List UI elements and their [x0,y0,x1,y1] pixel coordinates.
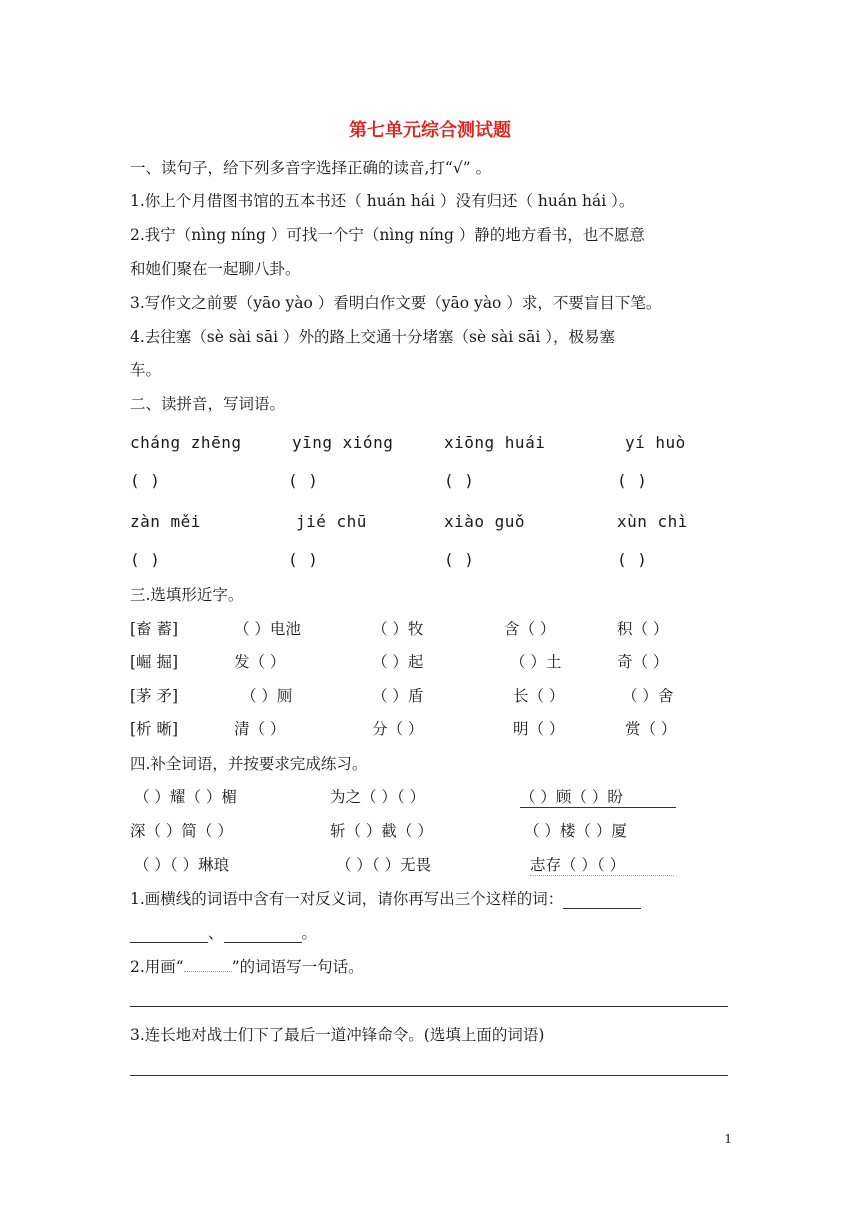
fill-item[interactable]: 赏（ ） [625,720,677,738]
question-1-3: 3.写作文之前要（yāo yào ）看明白作文要（yāo yào ）求，不要盲目下笔。 [130,294,662,312]
fill-item[interactable]: 奇（ ） [617,653,669,671]
idiom-fill[interactable]: 斩（ ）截（ ） [330,822,433,840]
pinyin-item: yí huò [625,433,686,452]
fill-item[interactable]: （ ）厕 [241,687,293,705]
answer-blank[interactable] [224,924,302,943]
answer-line[interactable] [130,1075,728,1076]
fill-item[interactable]: （ ）盾 [372,687,424,705]
fill-item[interactable]: 长（ ） [513,687,565,705]
char-pair: [崛 掘] [130,653,179,671]
fill-item[interactable]: 含（ ） [504,620,556,638]
answer-blank[interactable] [130,924,208,943]
pinyin-item: jié chū [296,512,367,531]
period: 。 [301,924,318,942]
idiom-fill[interactable]: 为之（ ）（ ） [330,788,426,806]
pinyin-item: xiōng huái [444,433,546,452]
pinyin-item: yīng xióng [292,433,394,452]
section-3-heading: 三.选填形近字。 [130,586,244,604]
fill-item[interactable]: （ ）土 [510,653,562,671]
fill-item[interactable]: 清（ ） [234,720,286,738]
answer-blank[interactable] [563,890,641,909]
fill-item[interactable]: 分（ ） [372,720,424,738]
question-4-1b [130,923,317,943]
question-1-2a: 2.我宁（nìng níng ）可找一个宁（nìng níng ）静的地方看书，也不愿意 [130,226,645,244]
question-4-2 [130,957,364,977]
fill-item[interactable]: 积（ ） [617,620,669,638]
answer-blank[interactable]: ( ) [288,471,319,490]
answer-blank[interactable]: ( ) [617,550,648,569]
fill-item[interactable]: （ ）起 [372,653,424,671]
idiom-fill[interactable]: （ ）（ ）无畏 [336,856,432,874]
idiom-fill[interactable]: （ ）（ ）琳琅 [134,856,230,874]
question-4-2-pre: 2.用画“ [130,958,184,976]
fill-item[interactable]: 明（ ） [513,720,565,738]
answer-blank[interactable]: ( ) [444,471,475,490]
fill-item[interactable]: （ ）舍 [622,687,674,705]
question-1-1: 1.你上个月借图书馆的五本书还（ huán hái ）没有归还（ huán hái ）。 [130,192,635,210]
char-pair: [畜 蓄] [130,620,179,638]
answer-blank[interactable]: ( ) [617,471,648,490]
idiom-fill[interactable]: （ ）楼（ ）厦 [524,822,627,840]
idiom-fill[interactable]: 深（ ）简（ ） [130,822,233,840]
fill-item[interactable]: （ ）牧 [372,620,424,638]
fill-item[interactable]: 发（ ） [234,653,286,671]
char-pair: [析 晰] [130,720,179,738]
answer-blank[interactable]: ( ) [130,550,161,569]
question-1-2b: 和她们聚在一起聊八卦。 [130,260,301,278]
question-1-4a: 4.去往塞（sè sài sāi ）外的路上交通十分堵塞（sè sài sāi ），极易塞 [130,328,615,346]
question-4-1-text: 1.画横线的词语中含有一对反义词，请你再写出三个这样的词： [130,890,564,908]
char-pair: [茅 矛] [130,687,179,705]
page-title: 第七单元综合测试题 [349,120,511,141]
answer-blank[interactable]: ( ) [130,471,161,490]
separator: 、 [208,924,224,942]
idiom-fill[interactable]: （ ）耀（ ）楣 [134,788,237,806]
idiom-fill-underlined[interactable]: （ ）顾（ ）盼 [520,787,676,808]
pinyin-item: xiào guǒ [444,512,526,531]
pinyin-item: xùn chì [617,512,688,531]
wavy-line-sample [184,957,232,972]
question-4-2-post: ”的词语写一句话。 [231,958,364,976]
section-4-heading: 四.补全词语，并按要求完成练习。 [130,755,368,773]
idiom-fill-wavy[interactable]: 志存（ ）（ ） [530,855,674,876]
pinyin-item: zàn měi [130,512,201,531]
question-4-1a [130,889,641,909]
section-2-heading: 二、读拼音，写词语。 [130,395,286,413]
answer-blank[interactable]: ( ) [288,550,319,569]
answer-blank[interactable]: ( ) [444,550,475,569]
pinyin-item: cháng zhēng [130,433,242,452]
page-number: 1 [724,1132,732,1146]
fill-item[interactable]: （ ）电池 [234,620,301,638]
section-1-heading: 一、读句子，给下列多音字选择正确的读音,打“√” 。 [130,159,492,177]
question-4-3: 3.连长地对战士们下了最后一道冲锋命令。(选填上面的词语) [130,1026,545,1044]
answer-line[interactable] [130,1006,728,1007]
question-1-4b: 车。 [130,361,162,379]
